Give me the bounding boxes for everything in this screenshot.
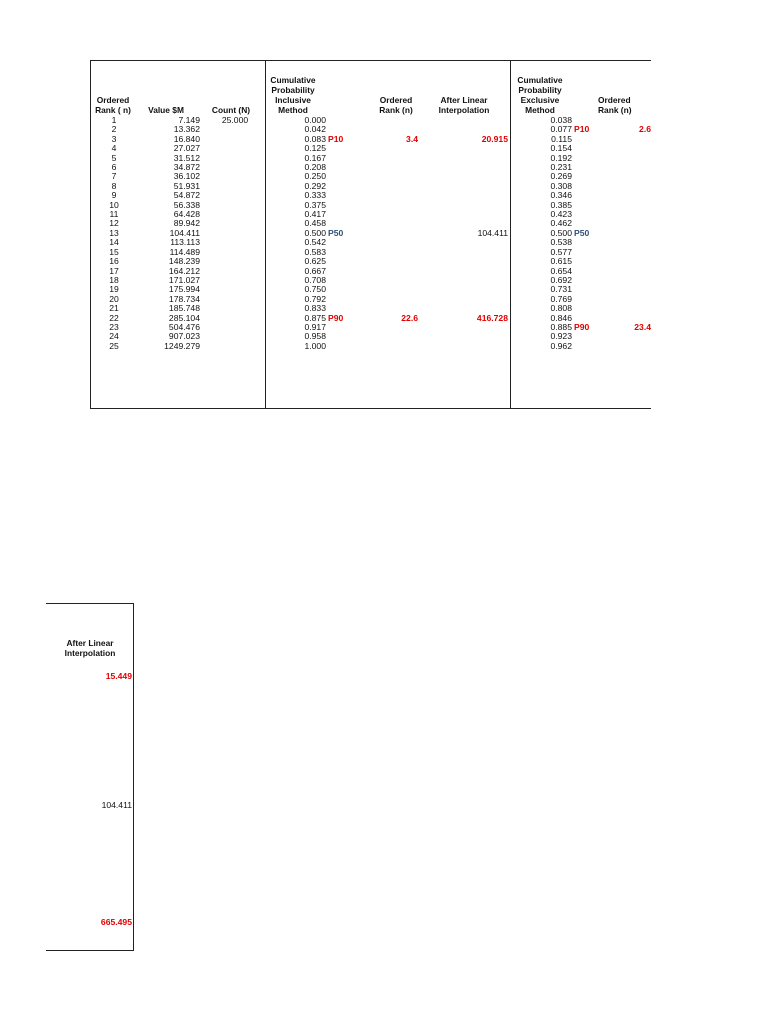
rank-cell: 10 <box>109 199 119 210</box>
inclusive-ordered-rank-cell <box>380 116 418 125</box>
inclusive-ordered-rank-cell <box>380 248 418 257</box>
rank-cell: 11 <box>109 209 119 220</box>
value-cell: 27.027 <box>173 143 200 154</box>
inclusive-percentile-tag <box>328 332 352 341</box>
rank-cell: 22 <box>109 312 119 323</box>
exclusive-probability-cell: 0.115 <box>551 133 572 144</box>
exclusive-percentile-tag <box>574 210 598 219</box>
inclusive-interpolated-cell <box>440 285 508 294</box>
inclusive-probability-cell: 0.333 <box>304 190 326 201</box>
inclusive-probability-cell: 0.542 <box>304 237 326 248</box>
rank-cell: 17 <box>109 265 119 276</box>
exclusive-p50-interpolated: 104.411 <box>101 800 132 810</box>
inclusive-ordered-rank-cell <box>380 267 418 276</box>
exclusive-percentile-tag <box>574 135 598 144</box>
inclusive-interpolated-cell <box>440 276 508 285</box>
rank-cell: 15 <box>109 246 119 257</box>
exclusive-ordered-rank-cell <box>610 248 651 257</box>
exclusive-percentile-tag <box>574 304 598 313</box>
rank-cell: 20 <box>109 293 119 304</box>
inclusive-interpolated-column <box>440 116 508 351</box>
exclusive-percentile-tag <box>574 295 598 304</box>
header-value: Value $M <box>148 105 184 115</box>
value-cell: 185.748 <box>168 303 200 314</box>
inclusive-percentile-tag <box>328 238 352 247</box>
exclusive-probability-cell: 0.885 <box>550 321 572 332</box>
inclusive-probability-cell: 1.000 <box>304 340 326 351</box>
exclusive-probability-cell: 0.462 <box>550 218 572 229</box>
exclusive-percentile-tag <box>574 257 598 266</box>
inclusive-probability-cell: 0.625 <box>304 256 326 267</box>
rank-cell: 14 <box>109 237 119 248</box>
value-cell: 16.840 <box>173 133 200 144</box>
exclusive-probability-cell: 0.346 <box>550 190 572 201</box>
value-cell: 285.104 <box>168 312 200 323</box>
value-cell: 171.027 <box>168 274 200 285</box>
exclusive-probability-cell: 0.500 <box>550 227 572 238</box>
exclusive-ordered-rank-cell <box>610 295 651 304</box>
rank-cell: 12 <box>109 218 119 229</box>
inclusive-percentile-tag <box>328 267 352 276</box>
rank-cell: 13 <box>109 227 119 238</box>
exclusive-percentile-tag <box>574 182 598 191</box>
inclusive-probability-cell: 0.917 <box>304 321 326 332</box>
rank-cell: 21 <box>109 303 119 314</box>
rank-cell: 5 <box>111 152 117 163</box>
rank-cell: 19 <box>109 284 119 295</box>
exclusive-ordered-rank-cell <box>610 201 651 210</box>
value-cell: 164.212 <box>168 265 200 276</box>
exclusive-percentile-tag <box>574 163 598 172</box>
exclusive-probability-cell: 0.846 <box>550 312 572 323</box>
inclusive-percentile-tag <box>328 323 352 332</box>
exclusive-percentile-tag <box>574 144 598 153</box>
inclusive-ordered-rank-cell <box>380 163 418 172</box>
inclusive-ordered-rank-cell <box>380 182 418 191</box>
exclusive-percentile-tag <box>574 276 598 285</box>
count-column <box>210 116 260 125</box>
count-value: 25.000 <box>221 115 249 125</box>
fragment-top-border <box>46 603 133 604</box>
inclusive-ordered-rank-cell <box>380 219 418 228</box>
exclusive-ordered-rank-column <box>610 116 651 351</box>
value-cell: 175.994 <box>168 284 200 295</box>
rank-cell: 3 <box>111 133 117 144</box>
inclusive-probability-cell: 0.125 <box>304 143 326 154</box>
inclusive-ordered-rank-cell <box>380 229 418 238</box>
header-ordered-rank: Ordered Rank ( n) <box>95 95 131 115</box>
value-cell: 907.023 <box>168 331 200 342</box>
exclusive-percentile-tag <box>574 267 598 276</box>
exclusive-probability-cell: 0.231 <box>550 162 572 173</box>
exclusive-probability-cell: 0.808 <box>550 303 572 314</box>
inclusive-tag-column <box>328 116 352 351</box>
exclusive-probability-cell: 0.538 <box>550 237 572 248</box>
inclusive-probability-cell: 0.250 <box>304 171 326 182</box>
inclusive-ordered-rank-cell: 22.6 <box>401 312 418 323</box>
inclusive-percentile-tag <box>328 172 352 181</box>
exclusive-probability-cell: 0.962 <box>550 340 572 351</box>
header-ordered-rank-exclusive: Ordered Rank (n) <box>598 95 632 115</box>
inclusive-probability-cell: 0.750 <box>304 284 326 295</box>
inclusive-interpolated-cell <box>440 295 508 304</box>
inclusive-ordered-rank-cell <box>380 191 418 200</box>
exclusive-p90-interpolated: 665.495 <box>100 917 132 927</box>
inclusive-ordered-rank-cell <box>380 295 418 304</box>
rank-column <box>92 116 136 351</box>
rank-cell: 8 <box>111 180 117 191</box>
inclusive-probability-cell: 0.417 <box>304 209 326 220</box>
exclusive-percentile-tag <box>574 154 598 163</box>
exclusive-probability-cell: 0.731 <box>550 284 572 295</box>
inclusive-probability-cell: 0.792 <box>304 293 326 304</box>
exclusive-percentile-tag <box>574 248 598 257</box>
header-cumulative-exclusive: Cumulative Probability Exclusive Method <box>517 75 563 115</box>
inclusive-percentile-tag <box>328 144 352 153</box>
inclusive-percentile-tag <box>328 182 352 191</box>
rank-cell: 24 <box>109 331 119 342</box>
inclusive-percentile-tag <box>328 154 352 163</box>
inclusive-probability-cell: 0.458 <box>304 218 326 229</box>
exclusive-probability-cell: 0.654 <box>550 265 572 276</box>
value-cell: 89.942 <box>173 218 200 229</box>
value-cell: 56.338 <box>173 199 200 210</box>
value-cell: 64.428 <box>173 209 200 220</box>
exclusive-ordered-rank-cell: 2.6 <box>639 124 651 135</box>
exclusive-ordered-rank-cell <box>610 342 651 351</box>
inclusive-interpolated-cell <box>440 323 508 332</box>
inclusive-probability-cell: 0.500 <box>304 227 326 238</box>
exclusive-probability-column <box>512 116 572 351</box>
exclusive-ordered-rank-cell <box>610 267 651 276</box>
inclusive-percentile-tag <box>328 257 352 266</box>
inclusive-ordered-rank-cell <box>380 257 418 266</box>
inclusive-percentile-tag <box>328 201 352 210</box>
inclusive-percentile-tag: P90 <box>328 312 344 323</box>
inclusive-ordered-rank-cell <box>380 172 418 181</box>
exclusive-p10-interpolated: 15.449 <box>105 671 132 681</box>
exclusive-ordered-rank-cell: 23.4 <box>634 321 651 332</box>
fragment-right-border <box>133 603 134 951</box>
rank-cell: 1 <box>111 115 117 125</box>
value-cell: 114.489 <box>169 246 200 257</box>
inclusive-interpolated-cell <box>440 144 508 153</box>
exclusive-ordered-rank-cell <box>610 172 651 181</box>
inclusive-probability-cell: 0.667 <box>304 265 326 276</box>
exclusive-ordered-rank-cell <box>610 285 651 294</box>
exclusive-probability-cell: 0.308 <box>550 180 572 191</box>
inclusive-interpolated-cell <box>440 182 508 191</box>
inclusive-percentile-tag <box>328 210 352 219</box>
exclusive-probability-cell: 0.154 <box>550 143 572 154</box>
inclusive-ordered-rank-cell <box>380 332 418 341</box>
inclusive-percentile-tag <box>328 295 352 304</box>
inclusive-probability-cell: 0.208 <box>304 162 326 173</box>
exclusive-percentile-tag <box>574 285 598 294</box>
exclusive-ordered-rank-cell <box>610 182 651 191</box>
exclusive-ordered-rank-cell <box>610 163 651 172</box>
rank-cell: 16 <box>109 256 119 267</box>
rank-cell: 2 <box>111 124 117 135</box>
exclusive-percentile-tag: P90 <box>574 321 590 332</box>
inclusive-interpolated-cell <box>440 116 508 125</box>
exclusive-probability-cell: 0.385 <box>550 199 572 210</box>
inclusive-percentile-tag <box>328 163 352 172</box>
value-cell: 1249.279 <box>164 340 200 351</box>
inclusive-probability-cell: 0.167 <box>304 152 326 163</box>
exclusive-ordered-rank-cell <box>610 219 651 228</box>
header-after-interpolation-inclusive: After Linear Interpolation <box>438 95 490 115</box>
inclusive-ordered-rank-cell <box>380 154 418 163</box>
value-cell: 178.734 <box>168 293 200 304</box>
value-cell: 104.411 <box>169 227 200 238</box>
inclusive-interpolated-cell <box>440 332 508 341</box>
value-cell: 148.239 <box>168 256 200 267</box>
exclusive-probability-cell: 0.692 <box>550 274 572 285</box>
exclusive-percentile-tag <box>574 332 598 341</box>
exclusive-percentile-tag <box>574 191 598 200</box>
exclusive-percentile-tag <box>574 201 598 210</box>
exclusive-probability-cell: 0.615 <box>550 256 572 267</box>
value-cell: 504.476 <box>168 321 200 332</box>
exclusive-ordered-rank-cell <box>610 276 651 285</box>
inclusive-probability-cell: 0.958 <box>304 331 326 342</box>
inclusive-probability-cell: 0.042 <box>304 124 326 135</box>
rank-cell: 23 <box>109 321 119 332</box>
value-cell: 51.931 <box>173 180 200 191</box>
exclusive-percentile-tag <box>574 342 598 351</box>
inclusive-ordered-rank-cell <box>380 342 418 351</box>
value-cell: 36.102 <box>173 171 200 182</box>
header-ordered-rank-inclusive: Ordered Rank (n) <box>379 95 413 115</box>
exclusive-probability-cell: 0.038 <box>550 115 572 125</box>
fragment-bottom-border <box>46 950 133 951</box>
exclusive-tag-column <box>574 116 598 351</box>
value-cell: 54.872 <box>173 190 200 201</box>
inclusive-interpolated-cell <box>440 191 508 200</box>
exclusive-percentile-tag: P50 <box>574 227 590 238</box>
header-count: Count (N) <box>211 105 251 115</box>
rank-cell: 4 <box>111 143 117 154</box>
rank-cell: 25 <box>109 340 119 351</box>
inclusive-ordered-rank-cell: 3.4 <box>406 133 418 144</box>
header-after-interpolation-exclusive: After Linear Interpolation <box>64 638 116 658</box>
exclusive-probability-cell: 0.423 <box>550 209 572 220</box>
inclusive-ordered-rank-cell <box>380 238 418 247</box>
table-bottom-border <box>90 408 651 409</box>
inclusive-percentile-tag <box>328 342 352 351</box>
exclusive-percentile-tag: P10 <box>574 124 590 135</box>
value-cell: 13.362 <box>173 124 200 135</box>
header-cumulative-inclusive: Cumulative Probability Inclusive Method <box>270 75 316 115</box>
inclusive-interpolated-cell <box>440 238 508 247</box>
inclusive-probability-cell: 0.292 <box>304 180 326 191</box>
exclusive-ordered-rank-cell <box>610 257 651 266</box>
inclusive-probability-cell: 0.375 <box>304 199 326 210</box>
exclusive-probability-cell: 0.269 <box>550 171 572 182</box>
value-column <box>140 116 200 351</box>
inclusive-percentile-tag <box>328 276 352 285</box>
value-cell: 34.872 <box>173 162 200 173</box>
table-top-border <box>90 60 651 61</box>
rank-cell: 9 <box>111 190 117 201</box>
inclusive-interpolated-cell: 104.411 <box>477 227 508 238</box>
exclusive-ordered-rank-cell <box>610 238 651 247</box>
inclusive-probability-cell: 0.833 <box>304 303 326 314</box>
inclusive-ordered-rank-cell <box>380 323 418 332</box>
inclusive-interpolated-cell <box>440 257 508 266</box>
exclusive-ordered-rank-cell <box>610 210 651 219</box>
value-cell: 113.113 <box>170 237 200 248</box>
exclusive-ordered-rank-cell <box>610 154 651 163</box>
exclusive-ordered-rank-cell <box>610 144 651 153</box>
inclusive-interpolated-cell <box>440 210 508 219</box>
inclusive-ordered-rank-cell <box>380 201 418 210</box>
inclusive-interpolated-cell <box>440 201 508 210</box>
inclusive-percentile-tag <box>328 248 352 257</box>
inclusive-ordered-rank-cell <box>380 144 418 153</box>
inclusive-ordered-rank-cell <box>380 285 418 294</box>
inclusive-percentile-tag: P50 <box>328 227 344 238</box>
inclusive-interpolated-cell <box>440 267 508 276</box>
exclusive-percentile-tag <box>574 238 598 247</box>
exclusive-probability-cell: 0.577 <box>550 246 572 257</box>
inclusive-interpolated-cell <box>440 163 508 172</box>
rank-cell: 7 <box>111 171 117 182</box>
exclusive-ordered-rank-cell <box>610 229 651 238</box>
inclusive-interpolated-cell <box>440 342 508 351</box>
inclusive-interpolated-cell: 416.728 <box>476 312 508 323</box>
inclusive-ordered-rank-cell <box>380 210 418 219</box>
inclusive-probability-cell: 0.875 <box>304 312 326 323</box>
exclusive-probability-cell: 0.769 <box>550 293 572 304</box>
inclusive-ordered-rank-cell <box>380 276 418 285</box>
inclusive-percentile-tag <box>328 116 352 125</box>
exclusive-percentile-tag <box>574 172 598 181</box>
rank-cell: 18 <box>109 274 119 285</box>
value-cell: 7.149 <box>178 115 200 125</box>
inclusive-probability-cell: 0.000 <box>304 115 326 125</box>
inclusive-interpolated-cell <box>440 154 508 163</box>
inclusive-probability-cell: 0.083 <box>304 133 326 144</box>
inclusive-percentile-tag <box>328 191 352 200</box>
inclusive-interpolated-cell: 20.915 <box>481 133 508 144</box>
exclusive-probability-cell: 0.077 <box>550 124 572 135</box>
exclusive-ordered-rank-cell <box>610 332 651 341</box>
inclusive-probability-column <box>268 116 326 351</box>
exclusive-probability-cell: 0.192 <box>550 152 572 163</box>
inclusive-probability-cell: 0.583 <box>304 246 326 257</box>
rank-cell: 6 <box>111 162 117 173</box>
inclusive-percentile-tag: P10 <box>328 133 344 144</box>
inclusive-percentile-tag <box>328 285 352 294</box>
inclusive-ordered-rank-column <box>380 116 418 351</box>
exclusive-probability-cell: 0.923 <box>550 331 572 342</box>
exclusive-ordered-rank-cell <box>610 135 651 144</box>
value-cell: 31.512 <box>173 152 200 163</box>
inclusive-interpolated-cell <box>440 248 508 257</box>
exclusive-ordered-rank-cell <box>610 304 651 313</box>
exclusive-ordered-rank-cell <box>610 191 651 200</box>
inclusive-interpolated-cell <box>440 172 508 181</box>
inclusive-probability-cell: 0.708 <box>304 274 326 285</box>
